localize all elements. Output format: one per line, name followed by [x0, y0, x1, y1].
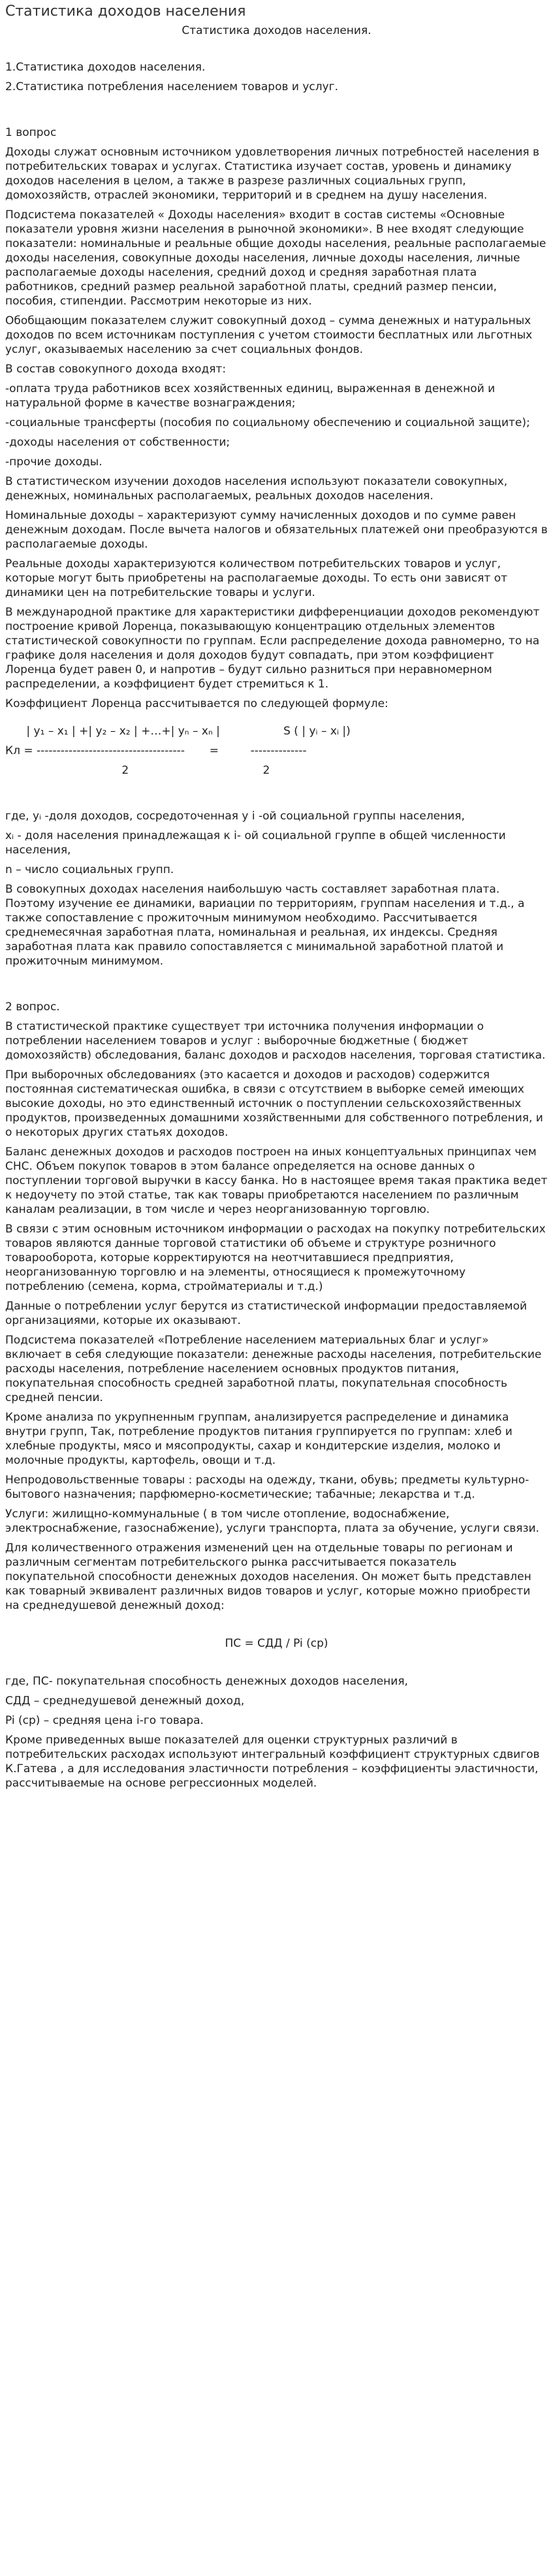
section1-text-a	[5, 145, 548, 711]
section2-text-a	[5, 1019, 548, 1613]
paragraph: Реальные доходы характеризуются количеством потребительских товаров и услуг, которые могут быть приобретены на располагаемые доходы. То есть они зависят от динамики цен на потребительские товары и услуги.	[5, 557, 508, 599]
paragraph: В состав совокупного дохода входят:	[5, 363, 227, 376]
paragraph: n – число социальных групп.	[5, 863, 174, 876]
formula-fraction-line: Кл = ------------------------------------- = --------------	[5, 744, 307, 757]
paragraph: При выборочных обследованиях (это касается и доходов и расходов) содержится постоянная систематическая ошибка, в связи с отсутствием в выборке семей имеющих высокие доходы, но это единственный источник о поступлении сельскохозяйственных продуктов, произведенных домашними хозяйственными для собственного потребления, и о некоторых других статьях доходов.	[5, 1068, 543, 1139]
section2-text-b	[5, 1674, 548, 1791]
paragraph: Данные о потреблении услуг берутся из статистической информации предоставляемой организациями, которые их оказывают.	[5, 1300, 528, 1327]
paragraph: Подсистема показателей « Доходы населения» входит в состав системы «Основные показатели уровня жизни населения в рыночной экономики». В нее входят следующие показатели: номинальные и реальные общие доходы населения, реальные располагаемые доходы населения, совокупные доходы населения, личные доходы населения, личные располагаемые доходы населения, средний доход и средняя заработная плата работников, средний размер реальной заработной платы, средний размер пенсии, пособия, стипендии. Рассмотрим некоторые из них.	[5, 208, 546, 308]
paragraph: -прочие доходы.	[5, 455, 103, 469]
paragraph: Непродовольственные товары : расходы на одежду, ткани, обувь; предметы культурно-бытового назначения; парфюмерно-косметические; табачные; лекарства и т.д.	[5, 1474, 529, 1501]
paragraph: Коэффициент Лоренца рассчитывается по следующей формуле:	[5, 697, 388, 710]
table-of-contents	[5, 60, 548, 94]
document-subtitle: Статистика доходов населения.	[182, 24, 371, 37]
paragraph: Баланс денежных доходов и расходов построен на иных концептуальных принципах чем СНС. Объем покупок товаров в этом балансе определяется на основе данных о поступлении торговой выручки в кассу банка. Но в настоящее время такая практика ведет к недоучету по этой статье, так как товары приобретаются населением по различным каналам реализации, в том числе и через неорганизованную торговлю.	[5, 1146, 548, 1216]
paragraph: -доходы населения от собственности;	[5, 436, 230, 449]
paragraph: Услуги: жилищно-коммунальные ( в том числе отопление, водоснабжение, электроснабжение, газоснабжение), услуги транспорта, плата за обучение, услуги связи.	[5, 1508, 539, 1535]
paragraph: Pi (ср) – средняя цена i-го товара.	[5, 1714, 204, 1727]
paragraph: где, yᵢ -доля доходов, сосредоточенная у i -ой социальной группы населения,	[5, 810, 465, 823]
section1-text-b	[5, 809, 548, 968]
paragraph: -социальные трансферты (пособия по социальному обеспечению и социальной защите);	[5, 416, 530, 429]
lorenz-formula	[5, 724, 548, 778]
paragraph: Доходы служат основным источником удовлетворения личных потребностей населения в потребительских товарах и услугах. Статистика изучает состав, уровень и динамику доходов населения в целом, а также в разрезе различных социальных групп, домохозяйств, отраслей экономики, территорий и в среднем на душу населения.	[5, 146, 540, 202]
purchasing-power-formula: ПС = СДД / Pi (ср)	[225, 1637, 328, 1650]
paragraph: В совокупных доходах населения наибольшую часть составляет заработная плата. Поэтому изучение ее динамики, вариации по территориям, группам населения и т.д., а также сопоставление с прожиточным минимумом необходимо. Рассчитывается среднемесячная заработная плата, номинальная и реальная, их индексы. Средняя заработная плата как правило сопоставляется с минимальной заработной платой и прожиточным минимумом.	[5, 883, 525, 968]
paragraph: где, ПС- покупательная способность денежных доходов населения,	[5, 1675, 408, 1688]
paragraph: -оплата труда работников всех хозяйственных единиц, выраженная в денежной и натуральной форме в качестве вознаграждения;	[5, 382, 496, 410]
paragraph: В международной практике для характеристики дифференциации доходов рекомендуют построение кривой Лоренца, показывающую концентрацию отдельных элементов статистической совокупности по группам. Если распределение дохода равномерно, то на графике доля населения и доля доходов будут совпадать, при этом коэффициент Лоренца будет равен 0, и напротив – будут сильно разниться при неравномерном распределении, а коэффициент будет стремиться к 1.	[5, 606, 540, 691]
paragraph: СДД – среднедушевой денежный доход,	[5, 1694, 245, 1708]
paragraph: В связи с этим основным источником информации о расходах на покупку потребительских товаров являются данные торговой статистики об объеме и структуре розничного товарооборота, которые корректируются на неотчитавшиеся предприятия, неорганизованную торговлю и на элементы, относящиеся к промежуточному потреблению (семена, корма, стройматериалы и т.д.)	[5, 1223, 546, 1293]
section-heading: 2 вопрос.	[5, 1000, 60, 1014]
paragraph: В статистической практике существует три источника получения информации о потреблении населением товаров и услуг : выборочные бюджетные ( бюджет домохозяйств) обследования, баланс доходов и расходов населения, торговая статистика.	[5, 1020, 546, 1062]
paragraph: Обобщающим показателем служит совокупный доход – сумма денежных и натуральных доходов по всем источникам поступления с учетом стоимости бесплатных или льготных услуг, оказываемых населению за счет социальных фондов.	[5, 314, 533, 356]
paragraph: Кроме приведенных выше показателей для оценки структурных различий в потребительских расходах используют интегральный коэффициент структурных сдвигов К.Гатева , а для исследования эластичности потребления – коэффициенты эластичности, рассчитываемые на основе регрессионных моделей.	[5, 1734, 540, 1790]
formula-denominator: 2 2	[5, 764, 270, 777]
page-title: Статистика доходов населения	[5, 3, 246, 20]
paragraph: Номинальные доходы – характеризуют сумму начисленных доходов и по сумме равен денежным доходам. После вычета налогов и обязательных платежей они преобразуются в располагаемые доходы.	[5, 509, 548, 551]
paragraph: Для количественного отражения изменений цен на отдельные товары по регионам и различным сегментам потребительского рынка рассчитывается показатель покупательной способности денежных доходов населения. Он может быть представлен как товарный эквивалент различных видов товаров и услуг, которые можно приобрести на среднедушевой денежный доход:	[5, 1542, 531, 1612]
toc-item: 1.Статистика доходов населения.	[5, 61, 206, 74]
paragraph: xᵢ - доля населения принадлежащая к i- ой социальной группе в общей численности населения,	[5, 829, 506, 857]
paragraph: Подсистема показателей «Потребление населением материальных благ и услуг» включает в себя следующие показатели: денежные расходы населения, потребительские расходы населения, потребление населением основных продуктов питания, покупательная способность средней заработной платы, покупательная способность средней пенсии.	[5, 1334, 542, 1404]
section-heading: 1 вопрос	[5, 126, 57, 139]
paragraph: Кроме анализа по укрупненным группам, анализируется распределение и динамика внутри групп, Так, потребление продуктов питания группируется по группам: хлеб и хлебные продукты, мясо и мясопродукты, сахар и кондитерские изделия, молоко и молочные продукты, картофель, овощи и т.д.	[5, 1411, 513, 1467]
paragraph: В статистическом изучении доходов населения используют показатели совокупных, денежных, номинальных располагаемых, реальных доходов населения.	[5, 475, 508, 503]
formula-numerator: | y₁ – x₁ | +| y₂ – x₂ | +…+| yₙ – xₙ | S ( | yᵢ – xᵢ |)	[5, 725, 351, 738]
toc-item: 2.Статистика потребления населением товаров и услуг.	[5, 80, 339, 93]
